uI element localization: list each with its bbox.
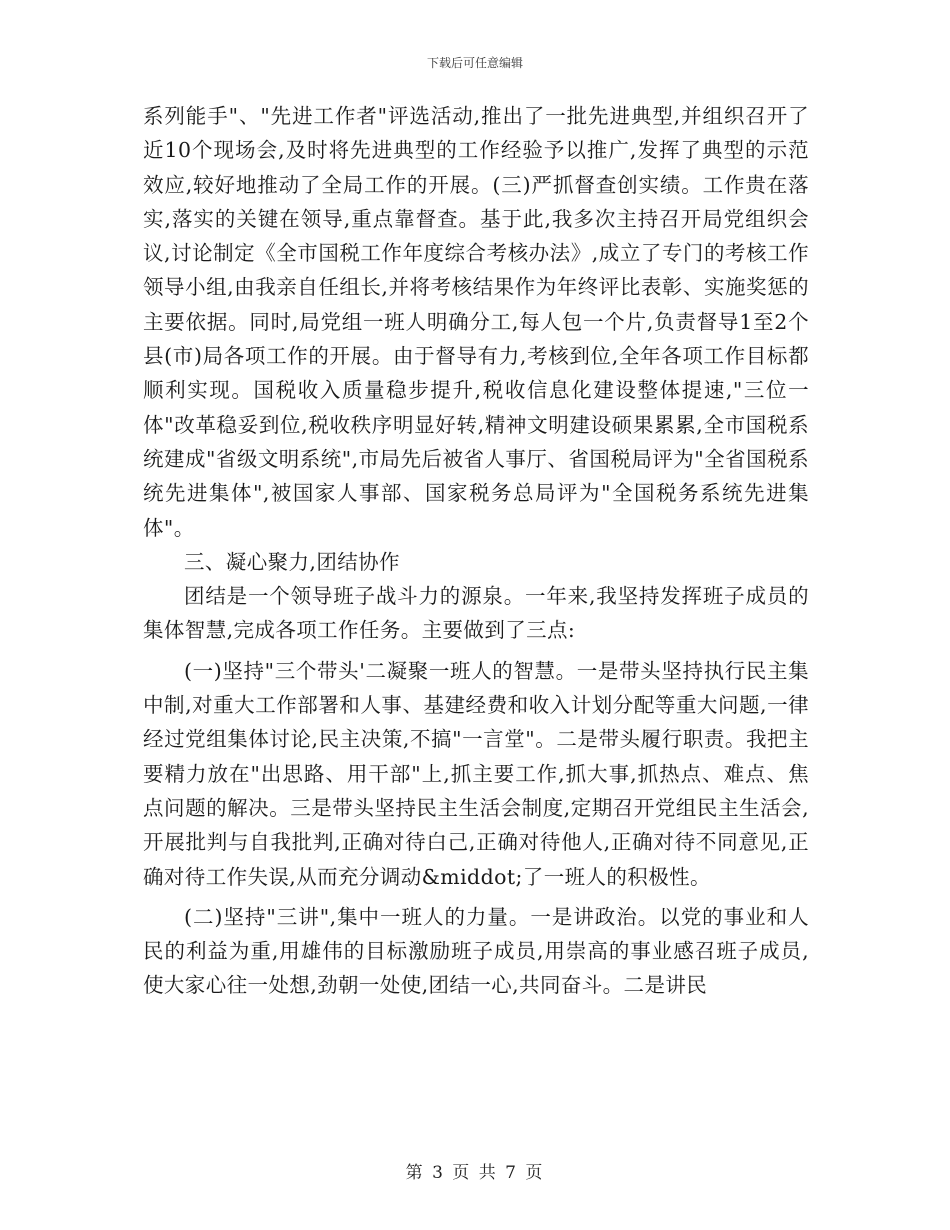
paragraph-unity: 团结是一个领导班子战斗力的源泉。一年来,我坚持发挥班子成员的集体智慧,完成各项工作任务。主要做到了三点: bbox=[143, 584, 809, 643]
paragraph-continuation: 系列能手"、"先进工作者"评选活动,推出了一批先进典型,并组织召开了近10个现场会,及时将先进典型的工作经验予以推广,发挥了典型的示范效应,较好地推动了全局工作的开展。(三)严抓督查创实绩。工作贵在落实,落实的关键在领导,重点靠督查。基于此,我多次主持召开局党组织会议,讨论制定《全市国税工作年度综合考核办法》,成立了专门的考核工作领导小组,由我亲自任组长,并将考核结果作为年终评比表彰、实施奖惩的主要依据。同时,局党组一班人明确分工,每人包一个片,负责督导1至2个县(市)局各项工作的开展。由于督导有力,考核到位,全年各项工作目标都顺利实现。国税收入质量稳步提升,税收信息化建设整体提速,"三位一体"改革稳妥到位,税收秩序明显好转,精神文明建设硕果累累,全市国税系统建成"省级文明系统",市局先后被省人事厅、省国税局评为"全省国税系统先进集体",被国家人事部、国家税务总局评为"全国税务系统先进集体"。 bbox=[143, 104, 809, 540]
section-heading: 三、凝心聚力,团结协作 bbox=[184, 549, 400, 574]
page-footer: 第 3 页 共 7 页 bbox=[405, 1163, 545, 1183]
page-header: 下载后可任意编辑 bbox=[426, 56, 523, 70]
document-body bbox=[143, 99, 809, 1003]
paragraph-three-talks: (二)坚持"三讲",集中一班人的力量。一是讲政治。以党的事业和人民的利益为重,用雄伟的目标激励班子成员,用崇高的事业感召班子成员,使大家心往一处想,劲朝一处使,团结一心,共同奋斗。二是讲民 bbox=[143, 904, 809, 998]
paragraph-three-leads: (一)坚持"三个带头'二凝聚一班人的智慧。一是带头坚持执行民主集中制,对重大工作部署和人事、基建经费和收入计划分配等重大问题,一律经过党组集体讨论,民主决策,不搞"一言堂"。二是带头履行职责。我把主要精力放在"出思路、用干部"上,抓主要工作,抓大事,抓热点、难点、焦点问题的解决。三是带头坚持民主生活会制度,定期召开党组民主生活会,开展批判与自我批判,正确对待白己,正确对待他人,正确对待不同意见,正确对待工作失误,从而充分调动&middot;了一班人的积极性。 bbox=[143, 658, 809, 889]
